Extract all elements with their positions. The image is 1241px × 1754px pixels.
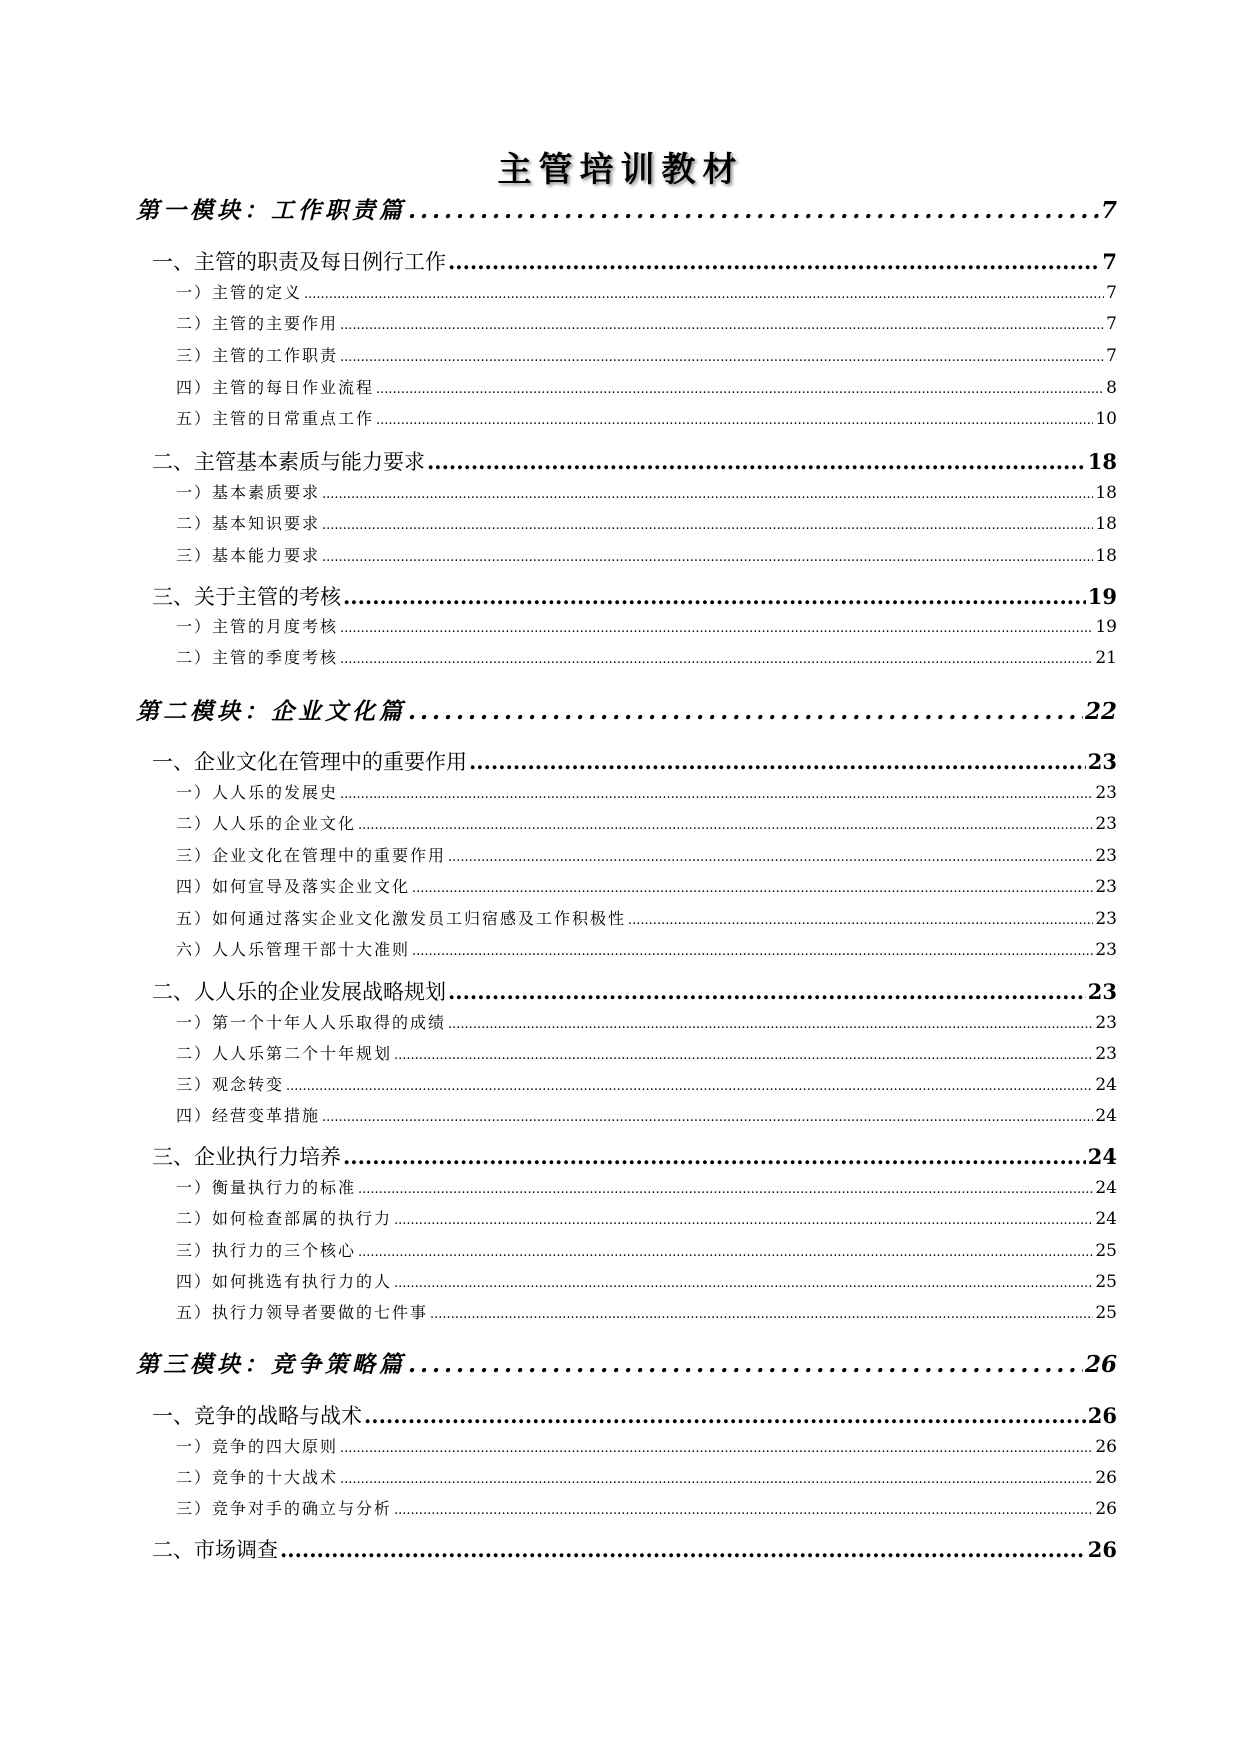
dot-leader	[469, 749, 1086, 774]
dot-leader	[364, 1403, 1086, 1428]
toc-page-number: 7	[1106, 346, 1117, 366]
toc-entry-title: 二）基本知识要求	[176, 514, 321, 533]
toc-subsection-entry[interactable]	[176, 1300, 1117, 1323]
toc-page-number: 26	[1095, 1468, 1117, 1488]
toc-entry-title: 一、竞争的战略与战术	[152, 1404, 362, 1428]
toc-page-number: 26	[1095, 1499, 1117, 1519]
toc-entry-title: 五）执行力领导者要做的七件事	[176, 1303, 429, 1322]
dot-leader	[628, 913, 1093, 928]
dot-leader	[340, 621, 1093, 636]
toc-entry-title: 五）主管的日常重点工作	[176, 409, 375, 428]
toc-subsection-entry[interactable]	[176, 311, 1117, 334]
dot-leader	[448, 850, 1093, 865]
dot-leader	[394, 1276, 1093, 1291]
toc-entry-title: 二、主管基本素质与能力要求	[152, 450, 425, 474]
dot-leader	[340, 787, 1093, 802]
toc-subsection-entry[interactable]	[176, 511, 1117, 534]
toc-page-number: 18	[1095, 546, 1117, 566]
toc-subsection-entry[interactable]	[176, 1010, 1117, 1033]
toc-entry-title: 第一模块：工作职责篇	[136, 197, 406, 224]
toc-entry-title: 三）企业文化在管理中的重要作用	[176, 846, 447, 865]
toc-entry-title: 一）主管的月度考核	[176, 617, 339, 636]
toc-subsection-entry[interactable]	[176, 937, 1117, 960]
toc-page-number: 26	[1087, 1537, 1117, 1562]
toc-page-number: 19	[1087, 584, 1117, 609]
dot-leader	[408, 698, 1083, 725]
dot-leader	[280, 1537, 1086, 1562]
toc-section-entry[interactable]	[152, 446, 1117, 476]
toc-entry-title: 四）如何挑选有执行力的人	[176, 1272, 393, 1291]
toc-entry-title: 四）如何宣导及落实企业文化	[176, 877, 411, 896]
dot-leader	[394, 1503, 1093, 1518]
dot-leader	[376, 413, 1093, 428]
toc-page-number: 23	[1087, 979, 1117, 1004]
toc-page-number: 18	[1095, 483, 1117, 503]
toc-entry-title: 一）衡量执行力的标准	[176, 1178, 357, 1197]
toc-entry-title: 一、企业文化在管理中的重要作用	[152, 750, 467, 774]
toc-entry-title: 一、主管的职责及每日例行工作	[152, 250, 446, 274]
dot-leader	[343, 1144, 1086, 1169]
toc-section-entry[interactable]	[152, 1141, 1117, 1171]
toc-module-entry[interactable]	[136, 1346, 1117, 1379]
dot-leader	[408, 1351, 1083, 1378]
toc-section-entry[interactable]	[152, 976, 1117, 1006]
toc-section-entry[interactable]	[152, 581, 1117, 611]
toc-page-number: 26	[1087, 1403, 1117, 1428]
toc-page-number: 23	[1095, 814, 1117, 834]
toc-page-number: 24	[1095, 1178, 1117, 1198]
toc-page-number: 10	[1095, 409, 1117, 429]
toc-entry-title: 二）主管的主要作用	[176, 314, 339, 333]
dot-leader	[394, 1048, 1093, 1063]
toc-page-number: 24	[1095, 1106, 1117, 1126]
toc-subsection-entry[interactable]	[176, 1238, 1117, 1261]
toc-section-entry[interactable]	[152, 246, 1117, 276]
toc-entry-title: 四）主管的每日作业流程	[176, 378, 375, 397]
toc-entry-title: 五）如何通过落实企业文化激发员工归宿感及工作积极性	[176, 909, 627, 928]
toc-subsection-entry[interactable]	[176, 1103, 1117, 1126]
toc-page-number: 7	[1102, 249, 1117, 274]
dot-leader	[448, 249, 1100, 274]
toc-page-number: 23	[1095, 940, 1117, 960]
dot-leader	[322, 1110, 1093, 1125]
toc-entry-title: 六）人人乐管理干部十大准则	[176, 940, 411, 959]
toc-subsection-entry[interactable]	[176, 843, 1117, 866]
toc-page-number: 25	[1095, 1241, 1117, 1261]
toc-page-number: 24	[1095, 1209, 1117, 1229]
dot-leader	[358, 1245, 1093, 1260]
toc-entry-title: 二）主管的季度考核	[176, 648, 339, 667]
toc-page-number: 23	[1095, 909, 1117, 929]
toc-page-number: 24	[1095, 1075, 1117, 1095]
toc-subsection-entry[interactable]	[176, 480, 1117, 503]
toc-page-number: 8	[1106, 378, 1117, 398]
toc-subsection-entry[interactable]	[176, 406, 1117, 429]
toc-subsection-entry[interactable]	[176, 1496, 1117, 1519]
toc-subsection-entry[interactable]	[176, 645, 1117, 668]
toc-entry-title: 三）主管的工作职责	[176, 346, 339, 365]
toc-subsection-entry[interactable]	[176, 1041, 1117, 1064]
toc-entry-title: 一）竞争的四大原则	[176, 1437, 339, 1456]
toc-entry-title: 二）人人乐的企业文化	[176, 814, 357, 833]
toc-page-number: 7	[1100, 197, 1117, 224]
toc-page-number: 23	[1095, 783, 1117, 803]
toc-page-number: 23	[1087, 749, 1117, 774]
toc-module-entry[interactable]	[136, 693, 1117, 726]
toc-subsection-entry[interactable]	[176, 614, 1117, 637]
toc-page-number: 7	[1106, 314, 1117, 334]
toc-entry-title: 三、关于主管的考核	[152, 585, 341, 609]
dot-leader	[343, 584, 1086, 609]
toc-entry-title: 二、人人乐的企业发展战略规划	[152, 980, 446, 1004]
dot-leader	[412, 881, 1093, 896]
toc-subsection-entry[interactable]	[176, 1206, 1117, 1229]
document-title: 主管培训教材	[497, 150, 744, 190]
toc-page-number: 18	[1087, 449, 1117, 474]
dot-leader	[286, 1079, 1093, 1094]
toc-page-number: 23	[1095, 1044, 1117, 1064]
toc-page-number: 7	[1106, 283, 1117, 303]
toc-page-number: 26	[1084, 1351, 1117, 1378]
toc-subsection-entry[interactable]	[176, 543, 1117, 566]
dot-leader	[427, 449, 1086, 474]
toc-module-entry[interactable]	[136, 192, 1117, 225]
toc-page-number: 19	[1095, 617, 1117, 637]
toc-subsection-entry[interactable]	[176, 1434, 1117, 1457]
toc-page-number: 23	[1095, 1013, 1117, 1033]
toc-page-number: 22	[1084, 698, 1117, 725]
toc-entry-title: 第二模块：企业文化篇	[136, 698, 406, 725]
dot-leader	[412, 944, 1093, 959]
toc-entry-title: 三）执行力的三个核心	[176, 1241, 357, 1260]
toc-page-number: 24	[1087, 1144, 1117, 1169]
dot-leader	[376, 382, 1104, 397]
toc-page-number: 21	[1095, 648, 1117, 668]
toc-subsection-entry[interactable]	[176, 1269, 1117, 1292]
dot-leader	[448, 979, 1086, 1004]
toc-subsection-entry[interactable]	[176, 811, 1117, 834]
toc-subsection-entry[interactable]	[176, 1072, 1117, 1095]
toc-entry-title: 四）经营变革措施	[176, 1106, 321, 1125]
toc-entry-title: 三）观念转变	[176, 1075, 285, 1094]
dot-leader	[430, 1307, 1093, 1322]
toc-page-number: 23	[1095, 877, 1117, 897]
dot-leader	[340, 1472, 1093, 1487]
toc-entry-title: 三）竞争对手的确立与分析	[176, 1499, 393, 1518]
toc-page-number: 26	[1095, 1437, 1117, 1457]
toc-page-number: 25	[1095, 1272, 1117, 1292]
toc-subsection-entry[interactable]	[176, 375, 1117, 398]
toc-entry-title: 一）主管的定义	[176, 283, 303, 302]
toc-subsection-entry[interactable]	[176, 280, 1117, 303]
toc-subsection-entry[interactable]	[176, 906, 1117, 929]
toc-entry-title: 二）竞争的十大战术	[176, 1468, 339, 1487]
dot-leader	[340, 1441, 1093, 1456]
dot-leader	[358, 1182, 1093, 1197]
toc-subsection-entry[interactable]	[176, 874, 1117, 897]
toc-page-number: 18	[1095, 514, 1117, 534]
toc-subsection-entry[interactable]	[176, 1175, 1117, 1198]
toc-subsection-entry[interactable]	[176, 780, 1117, 803]
dot-leader	[394, 1213, 1093, 1228]
dot-leader	[322, 518, 1093, 533]
toc-subsection-entry[interactable]	[176, 343, 1117, 366]
toc-entry-title: 第三模块：竞争策略篇	[136, 1351, 406, 1378]
dot-leader	[322, 487, 1093, 502]
toc-subsection-entry[interactable]	[176, 1465, 1117, 1488]
toc-section-entry[interactable]	[152, 1400, 1117, 1430]
toc-entry-title: 二）人人乐第二个十年规划	[176, 1044, 393, 1063]
dot-leader	[448, 1017, 1093, 1032]
toc-entry-title: 一）人人乐的发展史	[176, 783, 339, 802]
toc-section-entry[interactable]	[152, 746, 1117, 776]
dot-leader	[304, 287, 1104, 302]
dot-leader	[358, 818, 1093, 833]
toc-entry-title: 一）基本素质要求	[176, 483, 321, 502]
dot-leader	[322, 550, 1093, 565]
toc-page-number: 23	[1095, 846, 1117, 866]
toc-section-entry[interactable]	[152, 1534, 1117, 1564]
toc-entry-title: 三、企业执行力培养	[152, 1145, 341, 1169]
toc-entry-title: 二）如何检查部属的执行力	[176, 1209, 393, 1228]
dot-leader	[408, 197, 1099, 224]
toc-entry-title: 三）基本能力要求	[176, 546, 321, 565]
toc-entry-title: 二、市场调查	[152, 1538, 278, 1562]
dot-leader	[340, 318, 1104, 333]
dot-leader	[340, 350, 1104, 365]
toc-entry-title: 一）第一个十年人人乐取得的成绩	[176, 1013, 447, 1032]
toc-page-number: 25	[1095, 1303, 1117, 1323]
dot-leader	[340, 652, 1093, 667]
